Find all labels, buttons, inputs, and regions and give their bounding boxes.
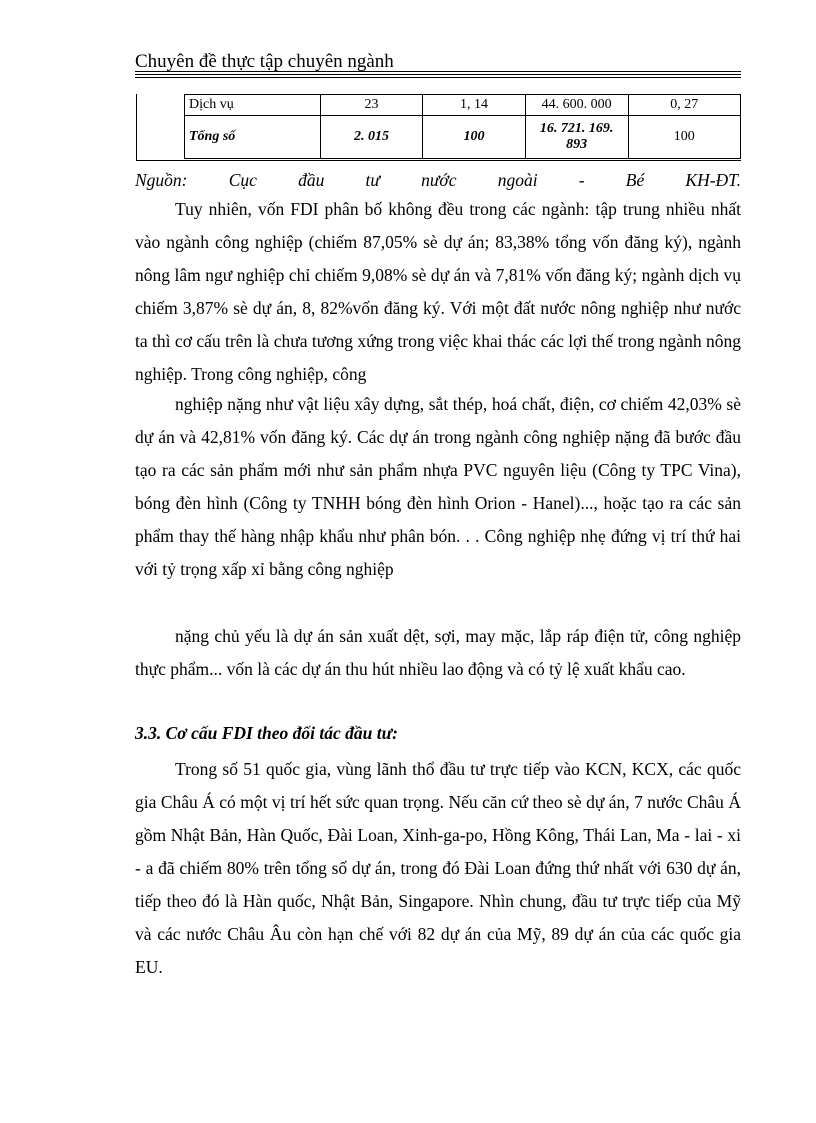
table-row-total (185, 116, 741, 159)
cell-capital-share: 0, 27 (628, 95, 740, 116)
body-paragraph: Tuy nhiên, vốn FDI phân bố không đều trong các ngành: tập trung nhiều nhất vào ngành công nghiệp (chiếm 87,05% sè dự án; 83,38% tổng vốn đăng ký), ngành nông lâm ngư nghiệp chỉ chiếm 9,08% sè dự án và 7,81% vốn đăng ký; ngành dịch vụ chiếm 3,87% sè dự án, 8, 82%vốn đăng ký. Với một đất nước nông nghiệp như nước ta thì cơ cấu trên là chưa tương xứng trong việc khai thác các lợi thế trong ngành nông nghiệp. Trong công nghiệp, công (135, 199, 741, 384)
fdi-sector-table (184, 94, 741, 159)
table-frame (136, 94, 741, 161)
cell-capital-share: 100 (628, 116, 740, 159)
header-title: Chuyên đề thực tập chuyên ngành (135, 51, 394, 72)
cell-projects: 23 (320, 95, 423, 116)
body-paragraph: Trong số 51 quốc gia, vùng lãnh thổ đầu tư trực tiếp vào KCN, KCX, các quốc gia Châu Á có một vị trí hết sức quan trọng. Nếu căn cứ theo sè dự án, 7 nước Châu Á gồm Nhật Bản, Hàn Quốc, Đài Loan, Xinh-ga-po, Hồng Kông, Thái Lan, Ma - lai - xi - a đã chiếm 80% trên tổng số dự án, trong đó Đài Loan đứng thứ nhất với 630 dự án, tiếp theo đó là Hàn quốc, Nhật Bản, Singapore. Nhìn chung, đầu tư trực tiếp của Mỹ và các nước Châu Âu còn hạn chế với 82 dự án của Mỹ, 89 dự án của các quốc gia EU. (135, 759, 741, 977)
body-paragraph: nghiệp nặng như vật liệu xây dựng, sắt thép, hoá chất, điện, cơ chiếm 42,03% sè dự án và 42,81% vốn đăng ký. Các dự án trong ngành công nghiệp nặng đã bước đầu tạo ra các sản phẩm mới như sản phẩm nhựa PVC nguyên liệu (Công ty TPC Vina), bóng đèn hình (Công ty TNHH bóng đèn hình Orion - Hanel)..., hoặc tạo ra các sản phẩm thay thế hàng nhập khẩu như phân bón. . . Công nghiệp nhẹ đứng vị trí thứ hai với tỷ trọng xấp xỉ bằng công nghiệp (135, 394, 741, 579)
cell-capital: 44. 600. 000 (525, 95, 628, 116)
cell-share: 1, 14 (423, 95, 526, 116)
cell-projects: 2. 015 (320, 116, 423, 159)
table-row (185, 95, 741, 116)
header-rule (135, 71, 741, 72)
table-source: Nguồn: Cục đầu tư nước ngoài - Bé KH-ĐT. (135, 170, 741, 190)
header-rule (135, 77, 741, 78)
row-label: Tổng số (185, 116, 321, 159)
row-label: Dịch vụ (185, 95, 321, 116)
page-header (135, 50, 741, 74)
cell-share: 100 (423, 116, 526, 159)
section-heading: 3.3. Cơ cấu FDI theo đối tác đầu tư: (135, 723, 398, 743)
body-paragraph: nặng chủ yếu là dự án sản xuất dệt, sợi, may mặc, lắp ráp điện tử, công nghiệp thực phẩm... vốn là các dự án thu hút nhiều lao động và có tỷ lệ xuất khẩu cao. (135, 626, 741, 679)
cell-capital: 16. 721. 169. 893 (525, 116, 628, 159)
header-rule (135, 74, 741, 75)
